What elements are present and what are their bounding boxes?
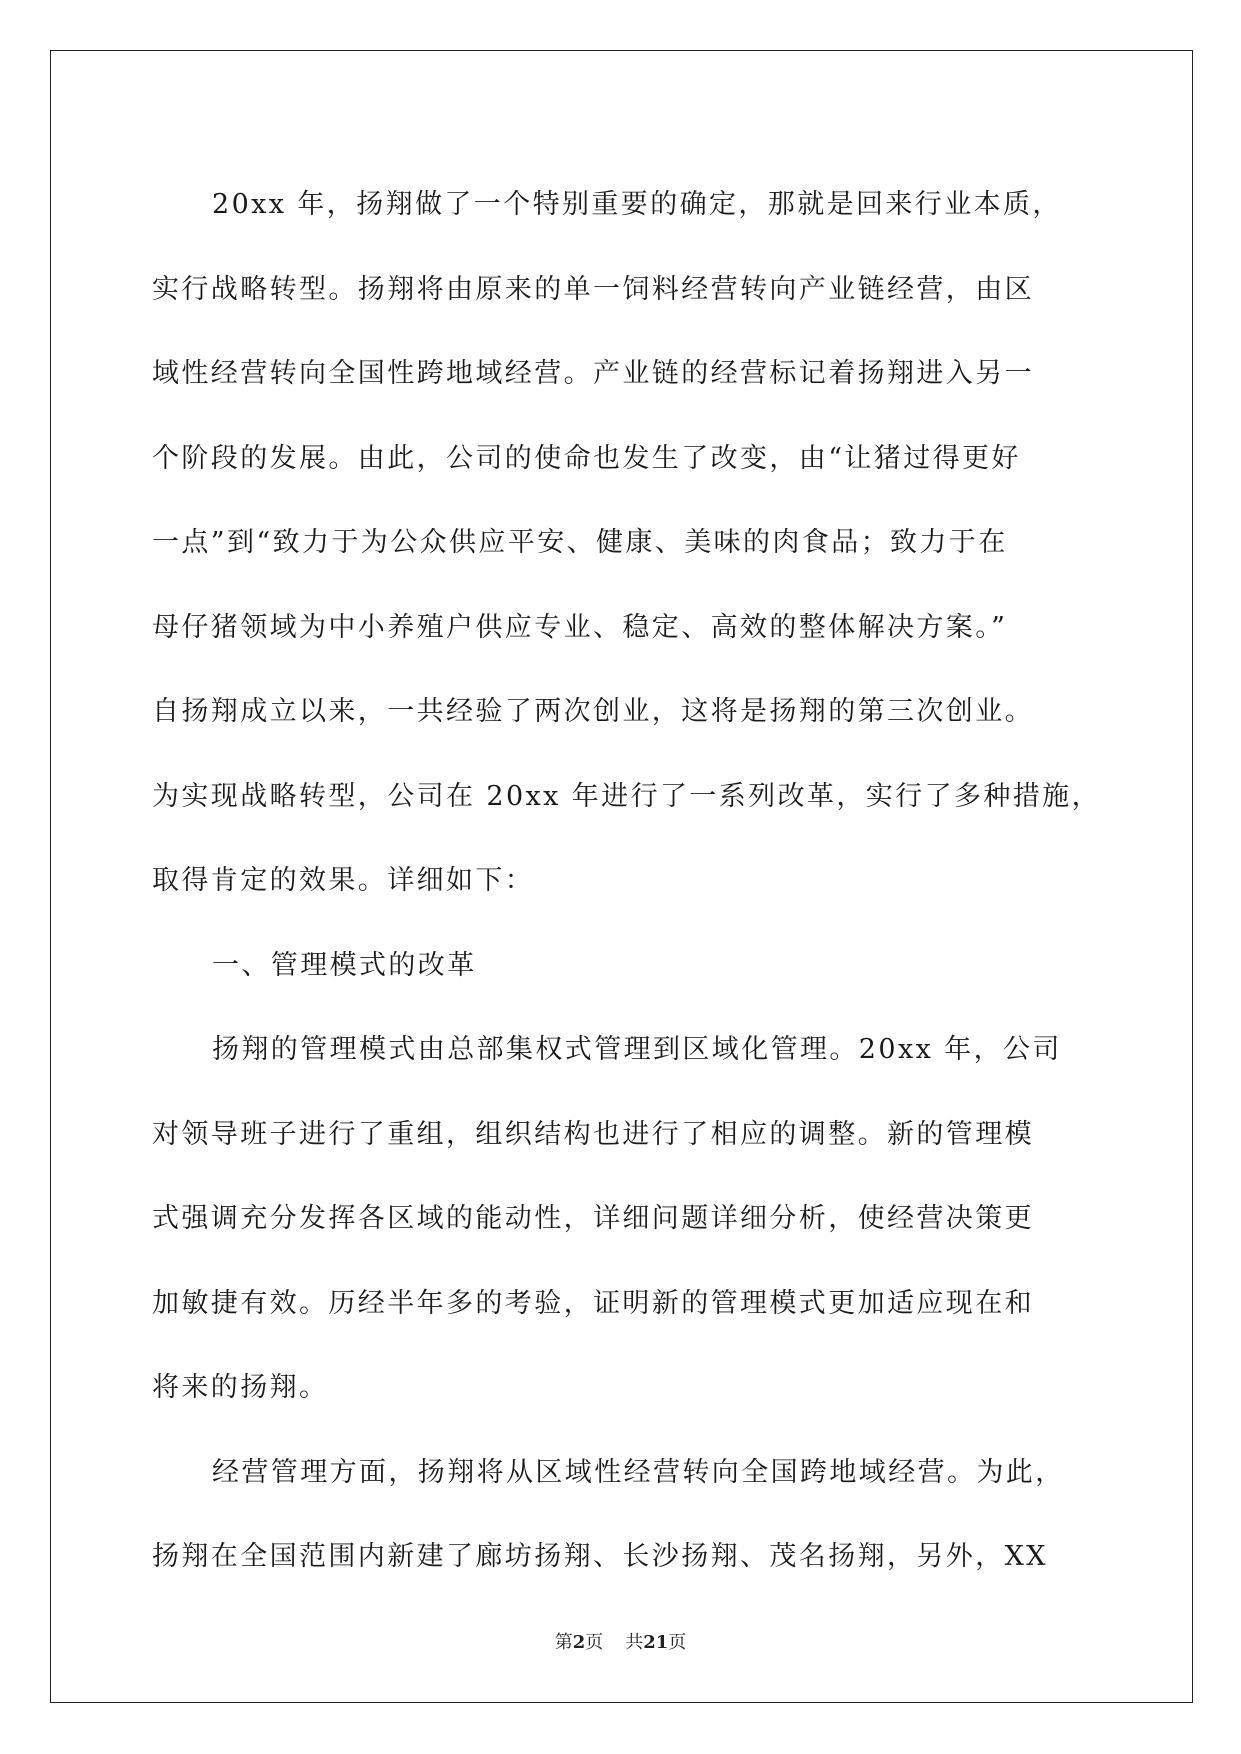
paragraph-line: 为实现战略转型，公司在 20xx 年进行了一系列改革，实行了多种措施， bbox=[152, 780, 1101, 812]
paragraph-line: 将来的扬翔。 bbox=[152, 1372, 329, 1403]
document-body bbox=[152, 163, 1101, 1600]
page-footer bbox=[0, 1628, 1241, 1654]
page-number: 2 bbox=[572, 1632, 586, 1653]
total-pages: 21 bbox=[643, 1632, 669, 1653]
paragraph-line: 经营管理方面，扬翔将从区域性经营转向全国跨地域经营。为此， bbox=[212, 1456, 1065, 1488]
paragraph-line: 域性经营转向全国性跨地域经营。产业链的经营标记着扬翔进入另一 bbox=[152, 358, 1034, 389]
section-heading: 一、管理模式的改革 bbox=[212, 949, 477, 981]
paragraph-line: 实行战略转型。扬翔将由原来的单一饲料经营转向产业链经营，由区 bbox=[152, 273, 1034, 305]
paragraph-line: 加敏捷有效。历经半年多的考验，证明新的管理模式更加适应现在和 bbox=[152, 1287, 1034, 1319]
paragraph-line: 对领导班子进行了重组，组织结构也进行了相应的调整。新的管理模 bbox=[152, 1118, 1034, 1150]
paragraph-line: 个阶段的发展。由此，公司的使命也发生了改变，由“让猪过得更好 bbox=[152, 442, 1021, 474]
paragraph-line: 一点”到“致力于为公众供应平安、健康、美味的肉食品；致力于在 bbox=[152, 527, 1008, 558]
paragraph-line: 扬翔在全国范围内新建了廊坊扬翔、长沙扬翔、茂名扬翔，另外，XX bbox=[152, 1541, 1048, 1572]
page-prefix: 第 bbox=[554, 1632, 573, 1653]
paragraph-line: 母仔猪领域为中小养殖户供应专业、稳定、高效的整体解决方案。” bbox=[152, 611, 1008, 643]
total-suffix: 页 bbox=[668, 1632, 687, 1653]
paragraph-line: 扬翔的管理模式由总部集权式管理到区域化管理。20xx 年，公司 bbox=[212, 1034, 1062, 1065]
paragraph-line: 取得肯定的效果。详细如下： bbox=[152, 865, 535, 896]
paragraph-line: 20xx 年，扬翔做了一个特别重要的确定，那就是回来行业本质， bbox=[212, 189, 1062, 220]
page-suffix: 页 bbox=[585, 1632, 604, 1653]
total-prefix: 共 bbox=[625, 1632, 644, 1653]
paragraph-line: 自扬翔成立以来，一共经验了两次创业，这将是扬翔的第三次创业。 bbox=[152, 696, 1034, 727]
paragraph-line: 式强调充分发挥各区域的能动性，详细问题详细分析，使经营决策更 bbox=[152, 1203, 1034, 1234]
